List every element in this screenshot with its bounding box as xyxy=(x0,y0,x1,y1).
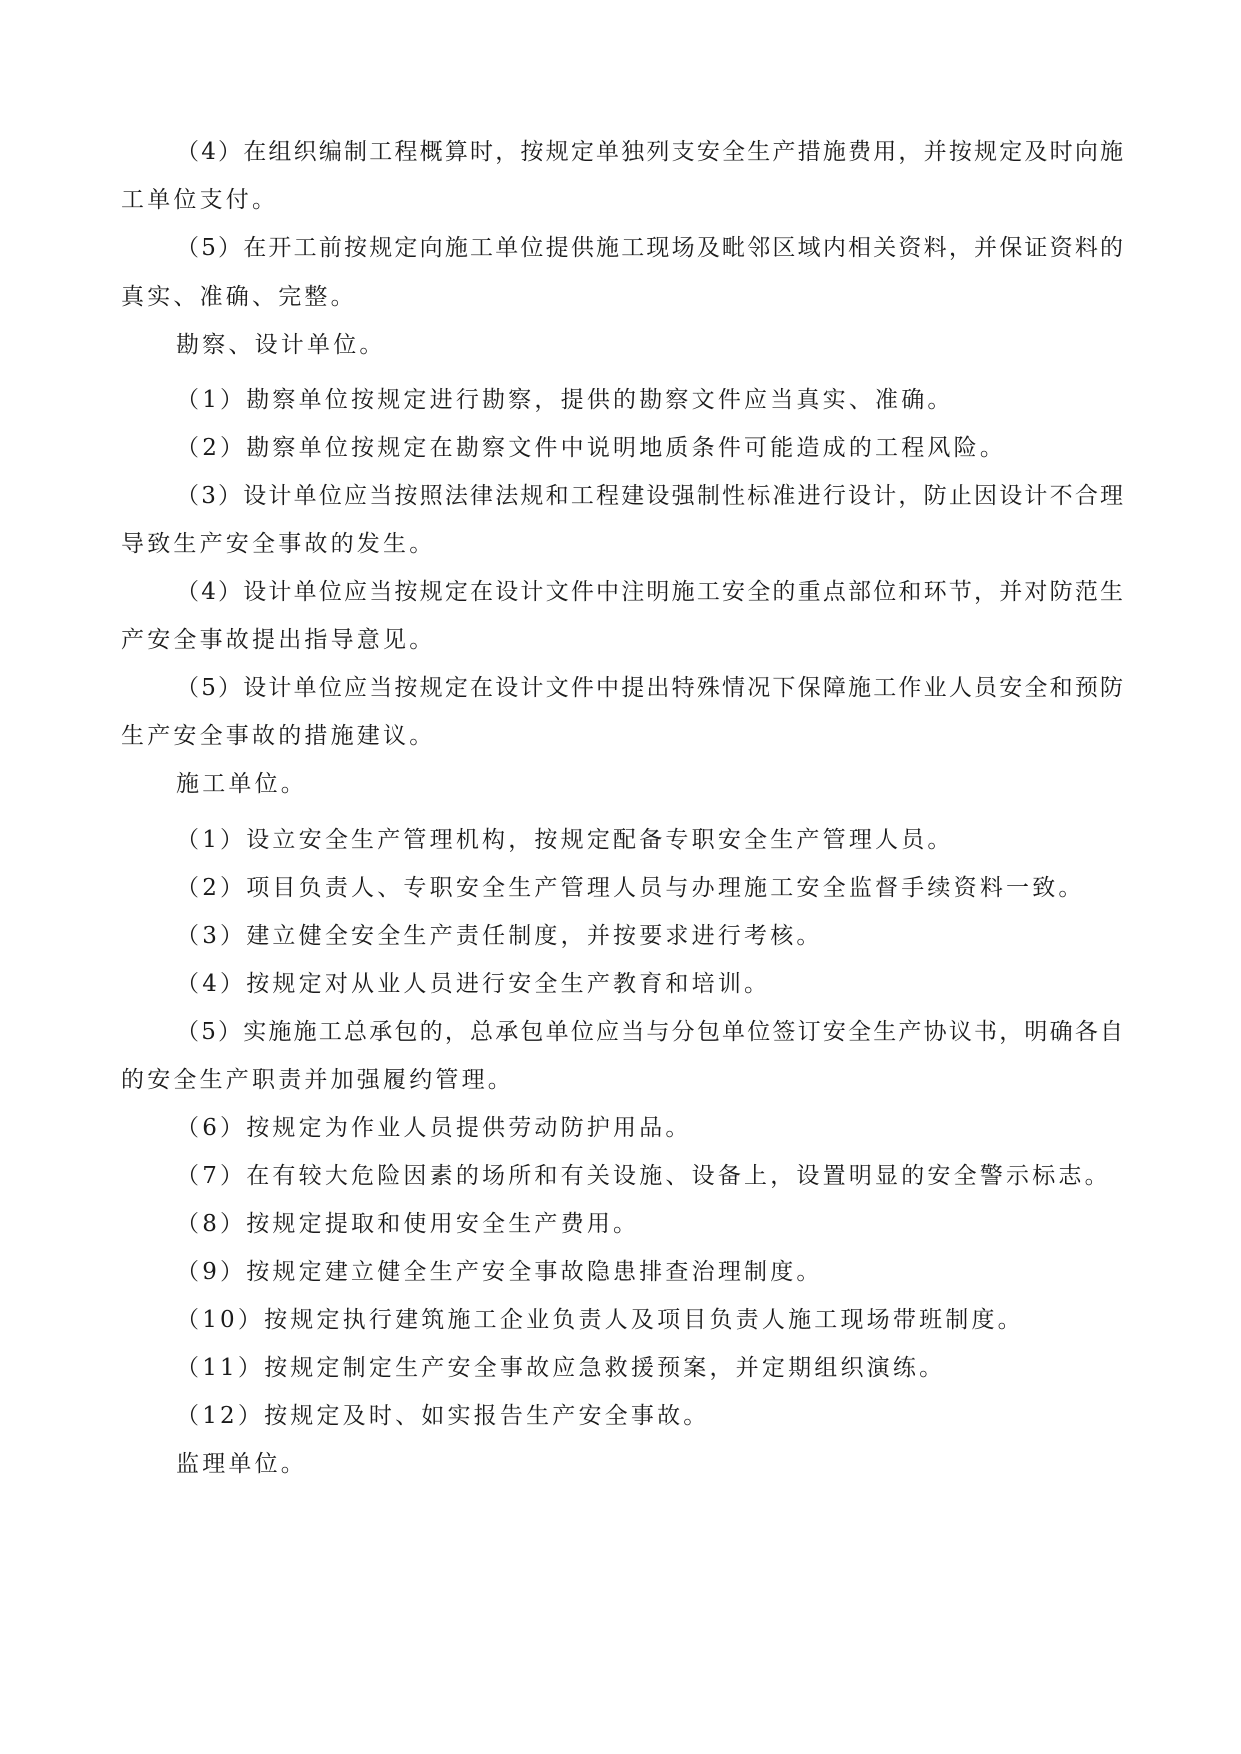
paragraph-line: （3）设计单位应当按照法律法规和工程建设强制性标准进行设计，防止因设计不合理 xyxy=(176,483,1126,509)
paragraph-line: （5）实施施工总承包的，总承包单位应当与分包单位签订安全生产协议书，明确各自 xyxy=(176,1019,1126,1045)
paragraph-line: （4）在组织编制工程概算时，按规定单独列支安全生产措施费用，并按规定及时向施 xyxy=(176,139,1126,165)
paragraph-line: 生产安全事故的措施建议。 xyxy=(121,723,436,749)
paragraph-line: （3）建立健全安全生产责任制度，并按要求进行考核。 xyxy=(176,923,823,949)
paragraph-line: （1）勘察单位按规定进行勘察，提供的勘察文件应当真实、准确。 xyxy=(176,387,954,413)
paragraph-line: 产安全事故提出指导意见。 xyxy=(121,627,436,653)
paragraph-line: （10）按规定执行建筑施工企业负责人及项目负责人施工现场带班制度。 xyxy=(176,1307,1024,1333)
paragraph-line: （4）设计单位应当按规定在设计文件中注明施工安全的重点部位和环节，并对防范生 xyxy=(176,579,1126,605)
paragraph-line: （6）按规定为作业人员提供劳动防护用品。 xyxy=(176,1115,692,1141)
paragraph-line: （2）项目负责人、专职安全生产管理人员与办理施工安全监督手续资料一致。 xyxy=(176,875,1085,901)
paragraph-line: （7）在有较大危险因素的场所和有关设施、设备上，设置明显的安全警示标志。 xyxy=(176,1163,1111,1189)
paragraph-line: 工单位支付。 xyxy=(121,187,279,213)
paragraph-line: （11）按规定制定生产安全事故应急救援预案，并定期组织演练。 xyxy=(176,1355,946,1381)
paragraph-line: （1）设立安全生产管理机构，按规定配备专职安全生产管理人员。 xyxy=(176,827,954,853)
section-heading: 勘察、设计单位。 xyxy=(176,332,386,358)
paragraph-line: 真实、准确、完整。 xyxy=(121,284,357,310)
paragraph-line: 导致生产安全事故的发生。 xyxy=(121,531,436,557)
paragraph-line: （12）按规定及时、如实报告生产安全事故。 xyxy=(176,1403,710,1429)
paragraph-line: 的安全生产职责并加强履约管理。 xyxy=(121,1067,514,1093)
paragraph-line: （9）按规定建立健全生产安全事故隐患排查治理制度。 xyxy=(176,1259,823,1285)
paragraph-line: （4）按规定对从业人员进行安全生产教育和培训。 xyxy=(176,971,771,997)
paragraph-line: （5）设计单位应当按规定在设计文件中提出特殊情况下保障施工作业人员安全和预防 xyxy=(176,675,1126,701)
paragraph-line: （5）在开工前按规定向施工单位提供施工现场及毗邻区域内相关资料，并保证资料的 xyxy=(176,235,1126,261)
section-heading: 施工单位。 xyxy=(176,771,307,797)
paragraph-line: （8）按规定提取和使用安全生产费用。 xyxy=(176,1211,640,1237)
section-heading: 监理单位。 xyxy=(176,1451,307,1477)
paragraph-line: （2）勘察单位按规定在勘察文件中说明地质条件可能造成的工程风险。 xyxy=(176,435,1007,461)
